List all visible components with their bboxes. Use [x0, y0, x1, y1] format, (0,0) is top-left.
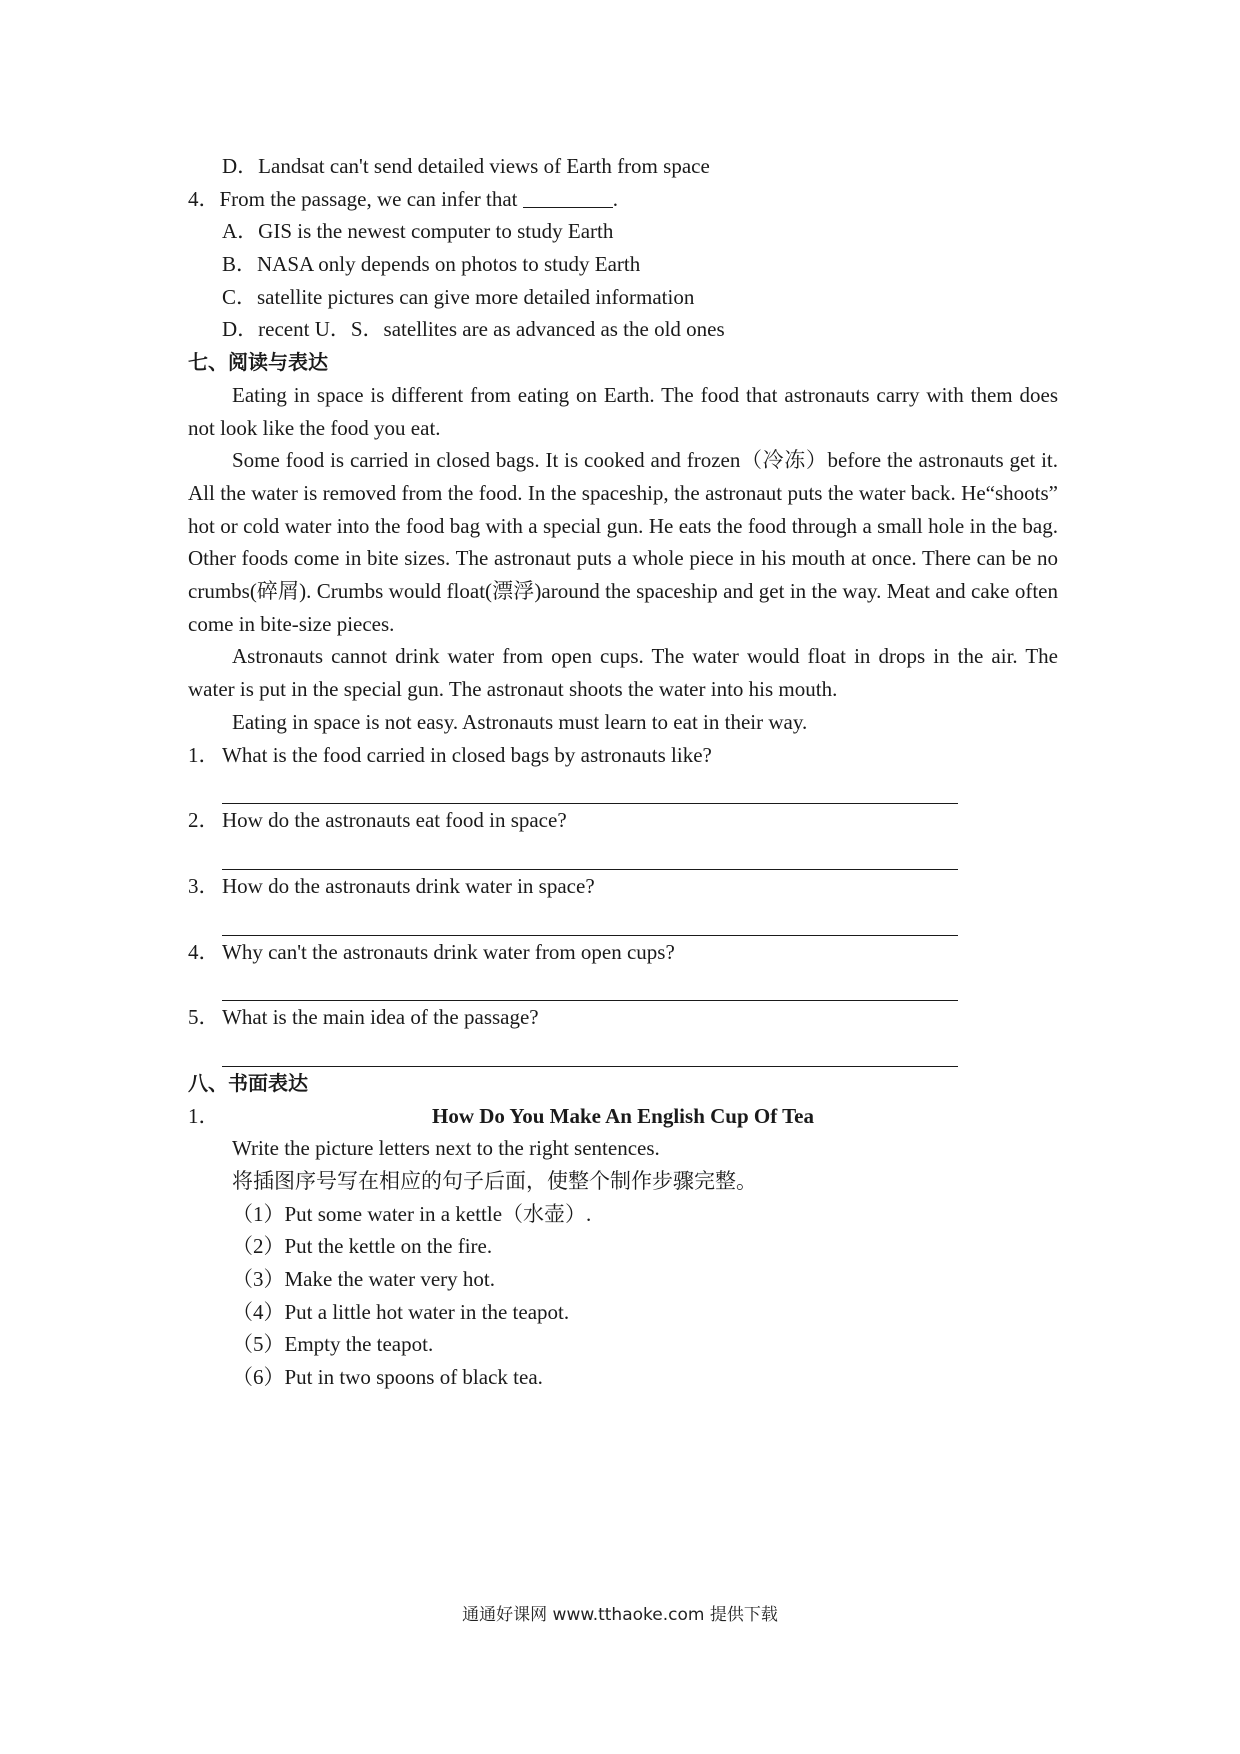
- tea-step-6: （6）Put in two spoons of black tea.: [232, 1365, 543, 1390]
- worksheet-page: [188, 150, 1058, 1394]
- tea-step-4: （4）Put a little hot water in the teapot.: [232, 1299, 570, 1324]
- answer-line[interactable]: [222, 968, 958, 1001]
- question-number: 2．: [188, 808, 220, 833]
- answer-line[interactable]: [222, 903, 958, 936]
- writing-item-header: [188, 1100, 1058, 1133]
- question-number: 4．: [188, 186, 220, 211]
- question-text: What is the main idea of the passage?: [222, 1005, 539, 1030]
- instruction-english: Write the picture letters next to the right sentences.: [232, 1136, 660, 1161]
- answer-line[interactable]: [222, 771, 958, 804]
- question-text: What is the food carried in closed bags by astronauts like?: [222, 742, 712, 767]
- question-number: 5．: [188, 1005, 220, 1030]
- question-line: [188, 804, 1058, 837]
- section-7-heading: 七、阅读与表达: [188, 350, 328, 375]
- reading-question-4: [188, 936, 1058, 1002]
- question-stem-end: .: [612, 186, 618, 211]
- instruction-chinese: 将插图序号写在相应的句子后面，使整个制作步骤完整。: [232, 1169, 757, 1194]
- reading-question-1: [188, 739, 1058, 805]
- question-line: [188, 739, 1058, 772]
- passage-paragraph-4: [188, 706, 1058, 739]
- question-4-option-a: A．GIS is the newest computer to study Earth: [222, 219, 614, 244]
- passage-paragraph-2: [188, 444, 1058, 640]
- reading-question-3: [188, 870, 1058, 936]
- question-line: [188, 936, 1058, 969]
- passage-paragraph-1: [188, 379, 1058, 444]
- passage-paragraph-3: [188, 640, 1058, 705]
- question-4-option-b: B．NASA only depends on photos to study Earth: [222, 252, 641, 277]
- paragraph-text: Eating in space is different from eating on Earth. The food that astronauts carry with them does not look like the food you eat.: [188, 382, 1058, 440]
- question-number: 1．: [188, 742, 220, 767]
- paragraph-text: Eating in space is not easy. Astronauts must learn to eat in their way.: [232, 709, 808, 734]
- tea-step-5: （5）Empty the teapot.: [232, 1332, 434, 1357]
- section-8-heading: 八、书面表达: [188, 1070, 308, 1095]
- question-number: 4．: [188, 939, 220, 964]
- question-text: How do the astronauts drink water in space?: [222, 873, 595, 898]
- fill-in-blank: [523, 187, 613, 208]
- question-text: Why can't the astronauts drink water from open cups?: [222, 939, 675, 964]
- question-4-option-d: D．recent U．S．satellites are as advanced as the old ones: [222, 317, 725, 342]
- question-text: How do the astronauts eat food in space?: [222, 808, 567, 833]
- tea-step-2: （2）Put the kettle on the fire.: [232, 1234, 493, 1259]
- prev-question-option-d: D．Landsat can't send detailed views of Earth from space: [222, 154, 710, 178]
- tea-step-1: （1）Put some water in a kettle（水壶）.: [232, 1201, 592, 1226]
- reading-question-5: [188, 1001, 1058, 1067]
- question-4-stem: [188, 183, 1058, 216]
- question-line: [188, 870, 1058, 903]
- writing-title: How Do You Make An English Cup Of Tea: [432, 1103, 814, 1128]
- question-line: [188, 1001, 1058, 1034]
- paragraph-text: Astronauts cannot drink water from open cups. The water would float in drops in the air. The water is put in the special gun. The astronaut shoots the water into his mouth.: [188, 644, 1058, 702]
- reading-question-2: [188, 804, 1058, 870]
- question-number: 3．: [188, 873, 220, 898]
- page-footer: 通通好课网 www.tthaoke.com 提供下载: [462, 1605, 778, 1625]
- tea-step-3: （3）Make the water very hot.: [232, 1267, 496, 1292]
- answer-line[interactable]: [222, 837, 958, 870]
- item-number: 1．: [188, 1103, 220, 1128]
- question-4-option-c: C．satellite pictures can give more detailed information: [222, 284, 695, 309]
- answer-line[interactable]: [222, 1034, 958, 1067]
- question-stem-text: From the passage, we can infer that: [219, 186, 523, 211]
- writing-instructions: [188, 1132, 1058, 1394]
- paragraph-text: Some food is carried in closed bags. It is cooked and frozen（冷冻）before the astronauts get it. All the water is removed from the food. In the spaceship, the astronaut puts the water back. He“shoots” hot or cold water into the food bag with a special gun. He eats the food through a small hole in the bag. Other foods come in bite sizes. The astronaut puts a whole piece in his mouth at once. There can be no crumbs(碎屑). Crumbs would float(漂浮)around the spaceship and get in the way. Meat and cake often come in bite-size pieces.: [188, 448, 1058, 636]
